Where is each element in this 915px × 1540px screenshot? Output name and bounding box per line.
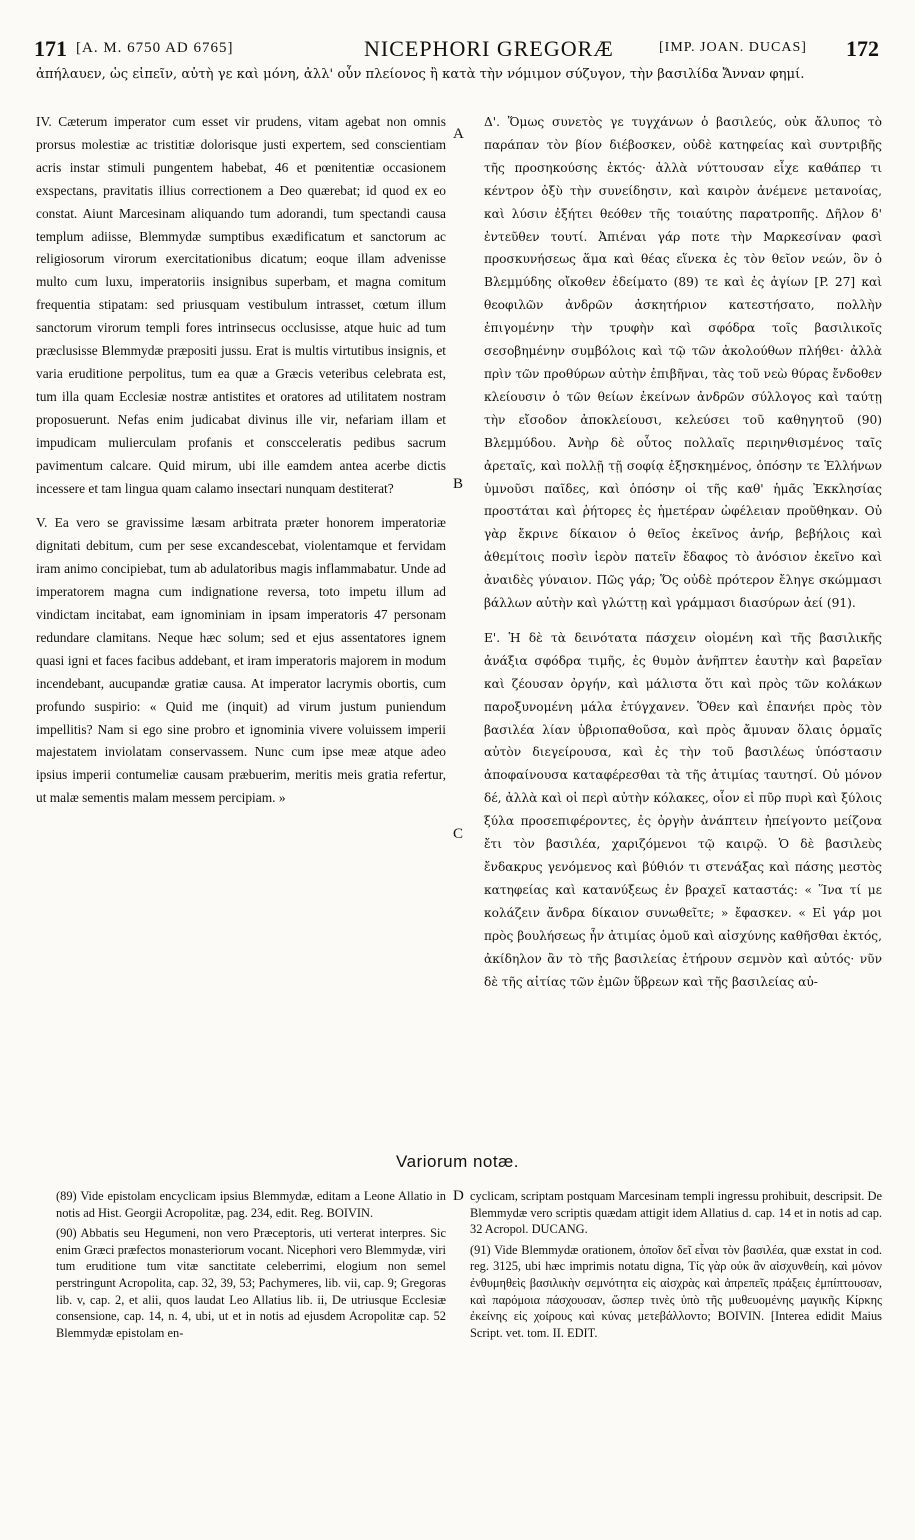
note-89: (89) Vide epistolam encyclicam ipsius Blemmydæ, editam a Leone Allatio in notis ad Hist. Georgii Acropolitæ, pag. 234, edit. Reg. BOIVIN.	[56, 1189, 446, 1220]
page-number-left: 171	[34, 36, 67, 61]
note-90-continued: cyclicam, scriptam postquam Marcesinam templi ingressu prohibuit, descripsit. De Blemmydæ vero scriptis quædam attigit idem Allatius d. cap. 14 et in notis ad cap. 32 Acropol. DUCANG.	[470, 1189, 882, 1237]
page-number-right: 172	[846, 36, 879, 61]
greek-column	[484, 111, 882, 993]
page-title: NICEPHORI GREGORÆ	[364, 36, 614, 61]
margin-letter-b: B	[453, 476, 464, 492]
margin-letter-a: A	[453, 126, 464, 142]
greek-section-4: Δ'. Ὅμως συνετὸς γε τυγχάνων ὁ βασιλεύς, οὐκ ἄλυπος τὸ παράπαν τὸν βίον διέβοσκεν, οὐδὲ κατηφείας καὶ συντριβῆς τῆς προσηκούσης ἐκτός· ἀλλὰ νύττουσαν εἶχε καθάπερ τι κέντρον ὀξὺ τὴν συνείδησιν, καὶ καιρὸν ἀνέμενε μετανοίας, καὶ λύσιν ἐξήτει θεόθεν τῆς τοιαύτης παρατροπῆς. Δῆλον δ' ἐντεῦθεν τουτί. Ἀπιέναι γάρ ποτε τὴν Μαρκεσίναν φασὶ προσκυνήσεως ἅμα καὶ θέας εἵνεκα ἐς τὸν θεῖον νεών, ὃν ὁ Βλεμμύδης οἴκοθεν ἐδείματο (89) τε καὶ ἐς ἁγίων [P. 27] καὶ θεοφιλῶν ἀνδρῶν ἀσκητήριον κατεστήσατο, πολλὴν ἐπιγομένην τὴν τρυφὴν καὶ σφόδρα τοῖς βασιλικοῖς σεσοβημένην συμβόλοις καὶ τῷ τῶν ἀκολούθων πλήθει· ἀλλὰ πρὶν τῶν προθύρων αὐτὴν ἐπιβῆναι, τὰς τοῦ νεὼ θύρας ἔνδοθεν κλείουσιν ὁ τῶν θείων ἐκείνων ἀνδρῶν σύλλογος καὶ ταύτῃ τὴν εἴσοδον ἀποκλείουσι, κελεύσει τοῦ καθηγητοῦ (90) Βλεμμύδου. Ἀνὴρ δὲ οὗτος πολλαῖς περιηνθισμένος ταῖς ἀρεταῖς, καὶ πολλῇ τῇ σοφίᾳ ἐξησκημένος, ὁπόσην τε Ἑλλήνων ὑμνοῦσι παῖδες, καὶ ὁπόσην οἱ τῆς καθ' ἡμᾶς Ἐκκλησίας προστάται καὶ ῥήτορες ἐς ἡμετέραν ὠφέλειαν προῦθηκαν. Οὐ γὰρ ἔκρινε δίκαιον ὁ θεῖος ἐκεῖνος ἀνήρ, βεβήλοις καὶ ἀθεμίτοις ποσὶν ἱερὸν πατεῖν ἔδαφος τὸ ἀνόσιον ἐκεῖνο καὶ ἀναιδὲς γύναιον. Πῶς γάρ; Ὅς οὐδὲ πρότερον ἔληγε σκώμμασι βάλλων αὐτὴν καὶ γλώττῃ καὶ γράμμασι διασύρων ἀεί (91).	[484, 115, 882, 611]
latin-section-5: V. Ea vero se gravissime læsam arbitrata præter honorem imperatoriæ dignitati debitum, cum per sese excandescebat, violentamque et fervidam iram animo concipiebat, tum ab adulatoribus magis inflammabatur. Unde ad imperatorem magna cum indignatione reversa, toto impetu illum ad vindictam incitabat, eam ignominiam in ipsam imperatoris 47 personam redundare clamitans. Neque hæc solum; sed et ejus assentatores ignem quasi igni et faces facibus addebant, et iram imperatoris majorem in modum incendebant, aucupandæ gratiæ causa. At imperator lacrymis obortis, cum profundo suspirio: « Quid me (inquit) ad virum justum puniendum impellitis? Nam si ego sine probro et ignominia vivere voluissem imperii majestatem inviolatam conservassem. Nunc cum ipse meæ atque adeo ipsius imperii contumeliæ causam præbuerim, meritis meis gratia refertur, ut malæ sementis malam messem percipiam. »	[36, 515, 446, 806]
running-header	[34, 36, 879, 64]
note-91: (91) Vide Blemmydæ orationem, ὁποῖον δεῖ εἶναι τὸν βασιλέα, quæ exstat in cod. reg. 3125, ubi hæc imprimis notatu digna, Τίς γὰρ οὐκ ἂν αἰσχυνθείη, καὶ μόνον ἐνθυμηθεὶς βασιλικὴν σεμνότητα εἰς αἰσχρὰς καὶ ἀπρεπεῖς πράξεις ἐμπίπτουσαν, καὶ παρόμοια πάσχουσαν, ὥσπερ τινὲς ὑπὸ τῆς μυθευομένης μαγικῆς Κίρκης ἐκείνης εἰς χοίρους καὶ κύνας μετεβάλλοντο; BOIVIN. [Interea edidit Maius Script. vet. tom. II. EDIT.	[470, 1242, 882, 1340]
margin-letter-c: C	[453, 826, 464, 842]
margin-letter-d: D	[453, 1188, 464, 1204]
latin-section-4: IV. Cæterum imperator cum esset vir prudens, vitam agebat non omnis prorsus molestiæ ac tristitiæ dolorisque justi expertem, sed conscientiam acris instar stimuli pungentem habebat, 46 et pœnitentiæ occasionem exspectans, pravitatis illius correctionem a Deo quærebat; id quod ex eo constat. Aiunt Marcesinam aliquando tum adorandi, tum spectandi causa templum adiisse, Blemmydæ sumptibus exædificatum et sanctorum ac religiosorum virorum exercitationibus dicatum; eoque illam advenisse multo cum luxu, imperatoriis insignibus superbam, et magna comitum frequentia stipatam: sed priusquam vestibulum intrasset, cœtum illum sanctorum virorum templi fores intrinsecus occlusisse, atque huic ad tum præclusisse Blemmydæ præpositi jussu. Erat is multis virtutibus insignis, et varia eruditione perpolitus, tum ea quæ a Græcis veteribus celebrata est, tum illa quam Ecclesiæ nostræ antistites et oratores ad utilitatem nostram proposuerunt. Nefas enim judicabat divinus ille vir, nefariam illam et impudicam mulierculam profanis et conscceleratis pedibus sacrum pavimentum calcare. Quid mirum, ubi ille eamdem antea acerbe dictis incessere et tam lingua quam calamo insectari nunquam destiterat?	[36, 114, 446, 496]
notes-heading: Variorum notæ.	[396, 1152, 519, 1171]
latin-column	[36, 111, 446, 810]
notes-left-column	[56, 1188, 446, 1345]
note-90: (90) Abbatis seu Hegumeni, non vero Præceptoris, uti verterat interpres. Sic enim Græci præfectos monasteriorum vocant. Nicephori vero Blemmydæ, viri tum eruditione tum vitæ sanctitate celeberrimi, elogium non semel perstringunt Acropolita, cap. 32, 39, 53; Pachymeres, lib. vii, cap. 9; Gregoras lib. v, cap. 2, et alii, quos laudat Leo Allatius lib. ii, De utriusque Ecclesiæ consensione, cap. 14, n. 4, ubi, ut et in notis ad ejusdem Acropolitæ cap. 52 Blemmydæ epistolam en-	[56, 1226, 446, 1340]
notes-right-column	[470, 1188, 882, 1345]
emperor-label: [IMP. JOAN. DUCAS]	[659, 40, 807, 55]
greek-section-5: Ε'. Ἡ δὲ τὰ δεινότατα πάσχειν οἰομένη καὶ τῆς βασιλικῆς ἀνάξια σφόδρα τιμῆς, ἐς θυμὸν ἀνῆπτεν ἑαυτὴν καὶ βαρεῖαν καὶ ζέουσαν ὀργήν, καὶ μάλιστα ὅτι καὶ πρὸς τῶν κολάκων παροξυνομένη μάλα ἐτύγχανεν. Ὅθεν καὶ ἐπανήει πρὸς τὸν βασιλέα λίαν ὑβριοπαθοῦσα, καὶ πρὸς ἄμυναν ὅλαις ὁρμαῖς αὐτὸν διεγείρουσα, καὶ ἐς τὴν τοῦ βασιλέως ὑπόστασιν ἀποφαίνουσα καταφέρεσθαι τὰ τῆς ἀτιμίας ταυτησί. Οὐ μόνον δέ, ἀλλὰ καὶ οἱ περὶ αὐτὴν κόλακες, οἷον εἰ πῦρ πυρὶ καὶ ξύλοις ξύλα προσεπιφέροντες, ἐς ὀργὴν ἀνάπτειν ἠπείγοντο μείζονα ἔτι τὸν βασιλέα, χαριζόμενοι τῷ καιρῷ. Ὁ δὲ βασιλεὺς ἔνδακρυς γενόμενος καὶ βύθιόν τι στενάξας καὶ πάσης μεστὸς κατηφείας καὶ κατανύξεως ἐν βραχεῖ καταστάς: « Ἵνα τί με κολάζειν ἄνδρα δίκαιον συνωθεῖτε; » ἔφασκεν. « Εἰ γάρ μοι πρὸς βουλήσεως ἦν ἀτιμίας ὁμοῦ καὶ αἰσχύνης καθῆσθαι ἐκτός, ἀκίδηλον ἂν τὸ τῆς βασιλείας ἐτήρουν σεμνὸν καὶ αὐτός· νῦν δὲ τῆς αἰτίας τῶν ἐμῶν ὕβρεων καὶ τῆς βασιλείας αὐ-	[484, 630, 882, 989]
year-range: [A. M. 6750 AD 6765]	[76, 40, 234, 56]
intro-greek-line: ἀπήλαυεν, ὡς εἰπεῖν, αὐτὴ γε καὶ μόνη, ἀλλ' οὖν πλείονος ἢ κατὰ τὴν νόμιμον σύζυγον, τὴν βασιλίδα Ἄνναν φημί.	[36, 67, 805, 82]
